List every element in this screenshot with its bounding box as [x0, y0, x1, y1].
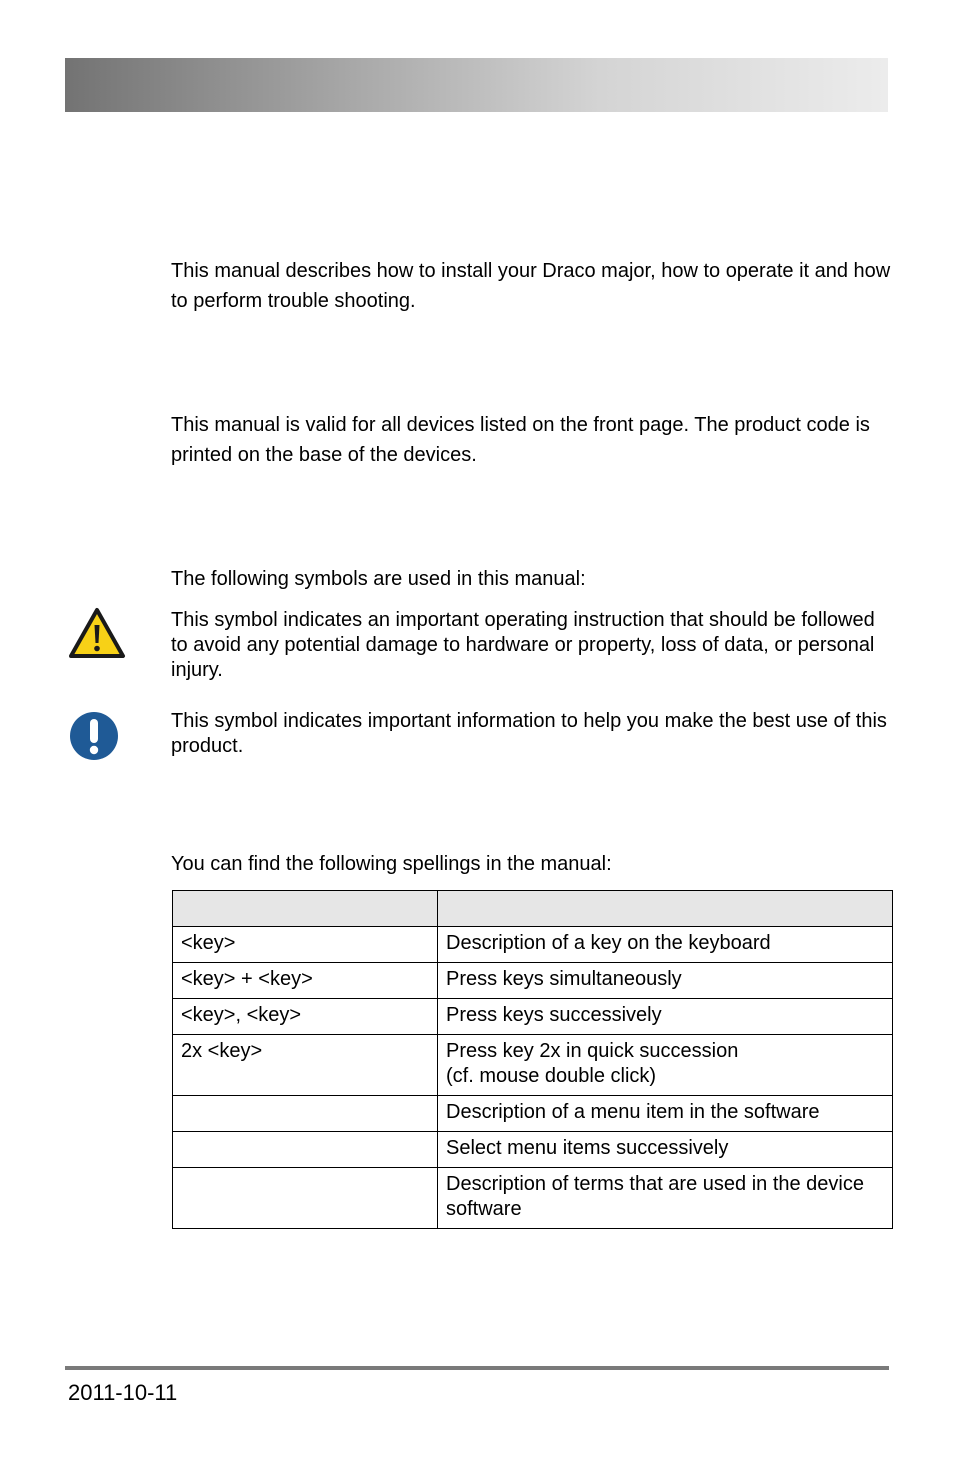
spelling-cell: 2x <key> — [173, 1035, 438, 1096]
spellings-intro-text: You can find the following spellings in the manual: — [171, 853, 612, 875]
table-row — [173, 1168, 893, 1229]
meaning-cell: Press keys simultaneously — [438, 963, 893, 999]
table-row — [173, 963, 893, 999]
symbols-intro-text: The following symbols are used in this manual: — [171, 568, 586, 590]
spelling-cell: <key> — [173, 927, 438, 963]
purpose-text: This manual describes how to install your Draco major, how to operate it and how to perform trouble shooting. — [171, 260, 891, 312]
table-header-row — [173, 891, 893, 927]
table-row — [173, 999, 893, 1035]
header-band — [65, 58, 888, 112]
meaning-cell: Description of terms that are used in the device software — [438, 1168, 893, 1229]
warning-symbol-text: This symbol indicates an important operating instruction that should be followed to avoid any potential damage to hardware or property, loss of data, or personal injury. — [171, 609, 875, 681]
table-row — [173, 1096, 893, 1132]
table-row — [173, 1132, 893, 1168]
meaning-cell: Press keys successively — [438, 999, 893, 1035]
meaning-cell: Select menu items successively — [438, 1132, 893, 1168]
spelling-cell — [173, 1132, 438, 1168]
spelling-cell — [173, 1168, 438, 1229]
meaning-cell: Press key 2x in quick succession (cf. mouse double click) — [438, 1035, 893, 1096]
table-row — [173, 927, 893, 963]
spelling-cell: <key>, <key> — [173, 999, 438, 1035]
validity-text: This manual is valid for all devices listed on the front page. The product code is printed on the base of the devices. — [171, 414, 870, 466]
footer-rule — [65, 1366, 889, 1370]
spelling-cell: <key> + <key> — [173, 963, 438, 999]
spellings-table — [172, 890, 893, 1229]
warning-triangle-icon — [68, 607, 126, 660]
meaning-cell: Description of a menu item in the software — [438, 1096, 893, 1132]
info-symbol-text: This symbol indicates important information to help you make the best use of this product. — [171, 710, 887, 757]
meaning-cell: Description of a key on the keyboard — [438, 927, 893, 963]
exclamation-circle-icon — [69, 711, 119, 761]
footer-date: 2011-10-11 — [68, 1380, 178, 1405]
table-row — [173, 1035, 893, 1096]
spelling-cell — [173, 1096, 438, 1132]
table-header-cell — [173, 891, 438, 927]
table-header-cell — [438, 891, 893, 927]
